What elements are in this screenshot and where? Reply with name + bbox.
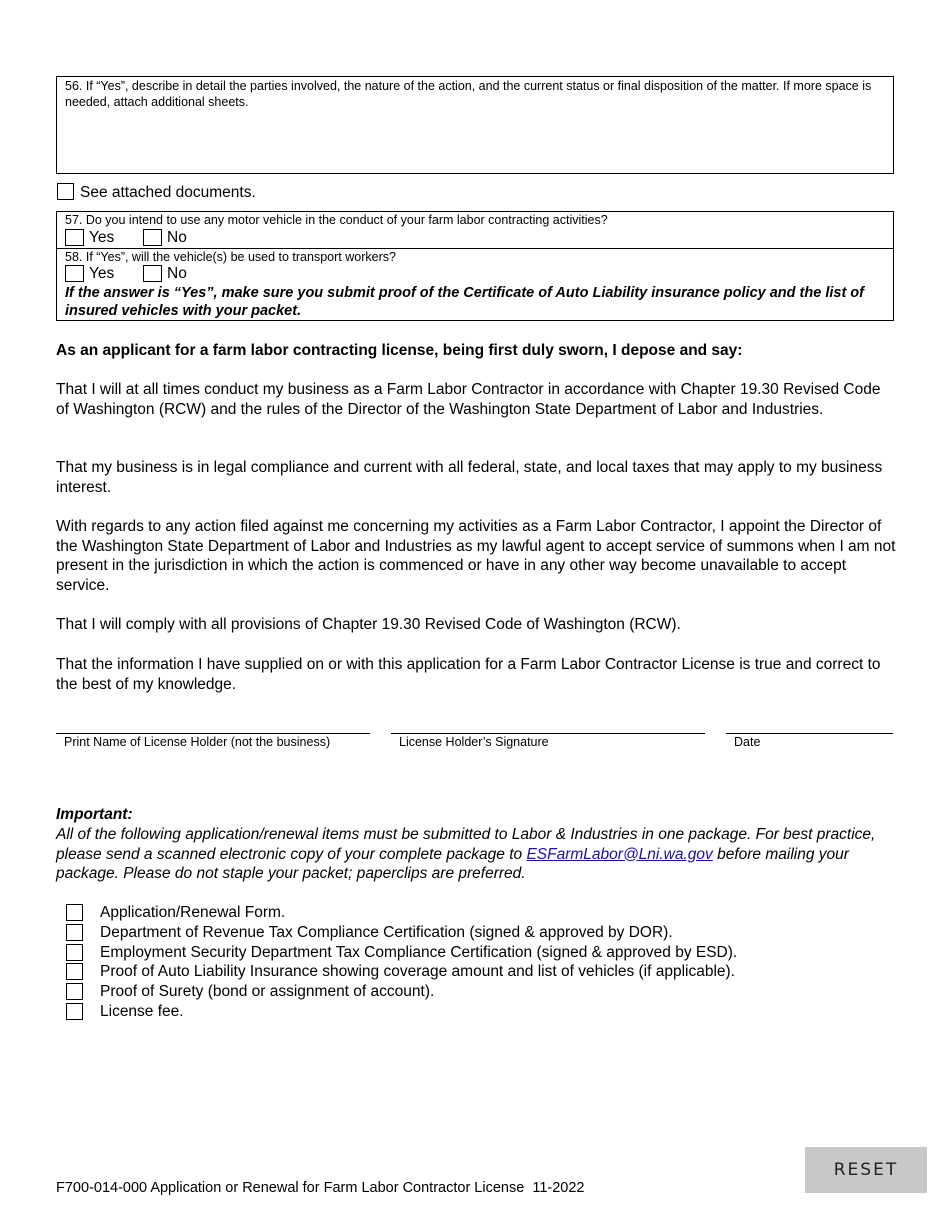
checklist-checkbox-6[interactable] <box>66 1003 83 1020</box>
checklist-item-1: Application/Renewal Form. <box>100 904 286 921</box>
signature-label: License Holder’s Signature <box>399 735 549 749</box>
oath-paragraph-2: That my business is in legal compliance and current with all federal, state, and local taxes that may apply to my business interest. <box>56 459 883 496</box>
reset-button[interactable]: RESET <box>805 1147 927 1193</box>
q58-text: 58. If “Yes”, will the vehicle(s) be used to transport workers? <box>65 250 396 264</box>
q57-text: 57. Do you intend to use any motor vehicle in the conduct of your farm labor contracting activities? <box>65 213 608 227</box>
checklist-checkbox-2[interactable] <box>66 924 83 941</box>
q56-text: 56. If “Yes”, describe in detail the parties involved, the nature of the action, and the current status or final disposition of the matter. If more space is needed, attach additional sheets. <box>65 79 872 109</box>
checklist-checkbox-4[interactable] <box>66 963 83 980</box>
important-text <box>56 825 896 884</box>
checklist-checkbox-3[interactable] <box>66 944 83 961</box>
email-link[interactable]: ESFarmLabor@Lni.wa.gov <box>526 845 713 863</box>
q57-no-checkbox[interactable] <box>143 229 162 246</box>
print-name-label: Print Name of License Holder (not the business) <box>64 735 331 749</box>
q56-box[interactable] <box>56 76 894 174</box>
see-attached-checkbox[interactable] <box>57 183 74 200</box>
oath-paragraph-5: That the information I have supplied on or with this application for a Farm Labor Contractor License is true and correct to the best of my knowledge. <box>56 656 881 693</box>
checklist-item-4: Proof of Auto Liability Insurance showing coverage amount and list of vehicles (if applicable). <box>100 963 735 980</box>
oath-paragraph-3: With regards to any action filed against me concerning my activities as a Farm Labor Contractor, I appoint the Director of the Washington State Department of Labor and Industries as my lawful agent to accept service of summons when I am not present in the jurisdiction in which the action is commenced or have in any other way become unavailable to accept service. <box>56 518 896 594</box>
q57-yes-checkbox[interactable] <box>65 229 84 246</box>
q58-yes-checkbox[interactable] <box>65 265 84 282</box>
oath-paragraph-1: That I will at all times conduct my business as a Farm Labor Contractor in accordance with Chapter 19.30 Revised Code of Washington (RCW) and the rules of the Director of the Washington State Department of Labor and Industries. <box>56 381 881 418</box>
checklist-item-5: Proof of Surety (bond or assignment of account). <box>100 983 435 1000</box>
important-heading: Important: <box>56 806 133 823</box>
oath-heading: As an applicant for a farm labor contracting license, being first duly sworn, I depose and say: <box>56 342 743 359</box>
checklist-item-2: Department of Revenue Tax Compliance Certification (signed & approved by DOR). <box>100 924 673 941</box>
q58-yes-label: Yes <box>89 265 115 282</box>
checklist-item-3: Employment Security Department Tax Compliance Certification (signed & approved by ESD). <box>100 944 738 961</box>
form-footer: F700-014-000 Application or Renewal for Farm Labor Contractor License 11-2022 <box>56 1180 585 1196</box>
important-text-before: All of the following application/renewal items must be submitted to Labor & Industries in one package. For best practice, please send a scanned electronic copy of your complete package to <box>56 826 876 863</box>
q58-note: If the answer is “Yes”, make sure you submit proof of the Certificate of Auto Liability insurance policy and the list of insured vehicles with your packet. <box>65 285 864 319</box>
q58-no-checkbox[interactable] <box>143 265 162 282</box>
date-label: Date <box>734 735 761 749</box>
q57-yes-label: Yes <box>89 229 115 246</box>
checklist-checkbox-5[interactable] <box>66 983 83 1000</box>
important-text-after: before mailing your package. Please do not staple your packet; paperclips are preferred. <box>56 845 849 883</box>
oath-paragraph-4: That I will comply with all provisions of Chapter 19.30 Revised Code of Washington (RCW). <box>56 616 681 633</box>
checklist-item-6: License fee. <box>100 1003 184 1020</box>
checklist-checkbox-1[interactable] <box>66 904 83 921</box>
q57-no-label: No <box>167 229 187 246</box>
see-attached-label: See attached documents. <box>80 184 256 201</box>
q58-no-label: No <box>167 265 187 282</box>
